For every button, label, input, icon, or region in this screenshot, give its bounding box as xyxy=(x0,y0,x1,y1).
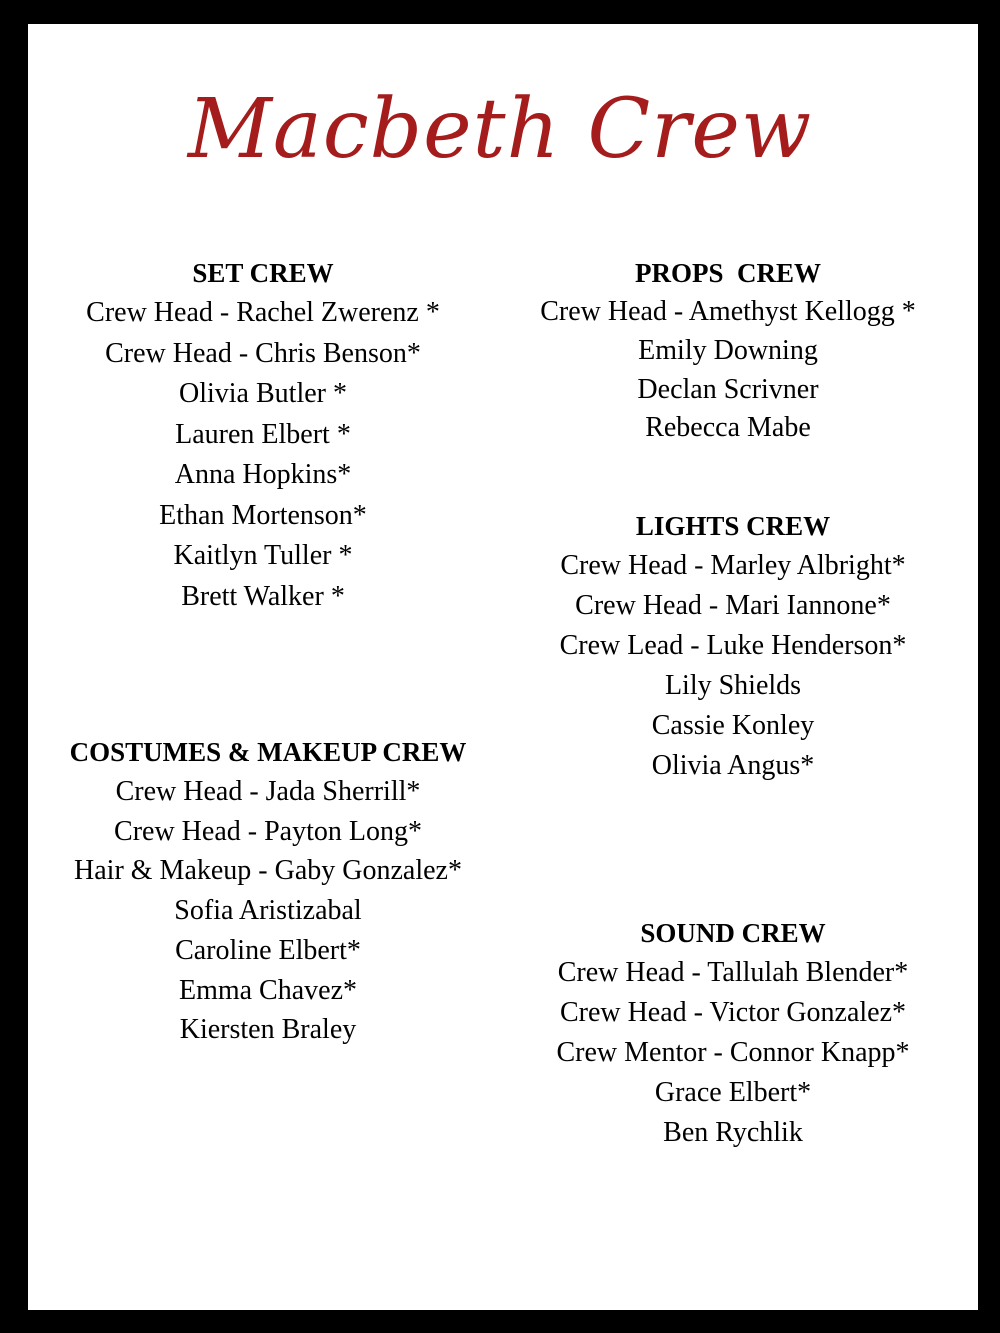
crew-member: Emma Chavez* xyxy=(178,974,358,1006)
poster-title: Macbeth Crew xyxy=(187,82,813,177)
crew-member: Crew Lead - Luke Henderson* xyxy=(559,630,907,661)
crew-member: Lily Shields xyxy=(664,670,802,701)
crew-member: Cassie Konley xyxy=(651,710,815,741)
sound-crew-section xyxy=(515,913,951,1153)
crew-member: Rebecca Mabe xyxy=(645,412,811,444)
crew-member: Crew Head - Mari Iannone* xyxy=(575,590,891,621)
crew-member: Crew Mentor - Connor Knapp* xyxy=(556,1037,910,1068)
set-crew-heading: SET CREW xyxy=(192,258,334,288)
crew-member: Crew Head - Tallulah Blender* xyxy=(557,957,909,988)
crew-member: Declan Scrivner xyxy=(637,373,819,405)
crew-member: Grace Elbert* xyxy=(654,1077,812,1108)
crew-member: Ben Rychlik xyxy=(663,1117,803,1148)
crew-member: Kiersten Braley xyxy=(179,1014,357,1046)
crew-member: Crew Head - Rachel Zwerenz * xyxy=(86,297,440,328)
lights-crew-section xyxy=(515,506,951,786)
props-crew-section xyxy=(508,253,948,448)
crew-member: Hair & Makeup - Gaby Gonzalez* xyxy=(74,855,462,887)
crew-member: Lauren Elbert * xyxy=(175,418,351,450)
crew-member: Ethan Mortenson* xyxy=(159,499,367,531)
crew-member: Crew Head - Marley Albright* xyxy=(560,550,906,581)
crew-member: Emily Downing xyxy=(638,334,818,366)
crew-member: Crew Head - Amethyst Kellogg * xyxy=(540,296,916,327)
costumes-makeup-crew-heading: COSTUMES & MAKEUP CREW xyxy=(69,737,467,767)
costumes-makeup-crew-section xyxy=(30,732,506,1050)
crew-member: Sofia Aristizabal xyxy=(174,895,362,927)
props-crew-heading: PROPS CREW xyxy=(634,258,821,288)
sound-crew-heading: SOUND CREW xyxy=(640,918,826,948)
crew-member: Anna Hopkins* xyxy=(174,459,352,490)
crew-member: Brett Walker * xyxy=(181,580,345,612)
crew-member: Olivia Butler * xyxy=(179,378,347,409)
crew-member: Crew Head - Payton Long* xyxy=(114,815,422,847)
lights-crew-heading: LIGHTS CREW xyxy=(635,511,831,541)
crew-member: Caroline Elbert* xyxy=(175,934,361,966)
crew-member: Crew Head - Chris Benson* xyxy=(105,337,421,369)
set-crew-section xyxy=(40,253,486,617)
crew-member: Kaitlyn Tuller * xyxy=(173,540,353,571)
crew-member: Crew Head - Jada Sherrill* xyxy=(115,776,421,807)
crew-member: Crew Head - Victor Gonzalez* xyxy=(559,997,907,1028)
crew-member: Olivia Angus* xyxy=(651,750,815,781)
